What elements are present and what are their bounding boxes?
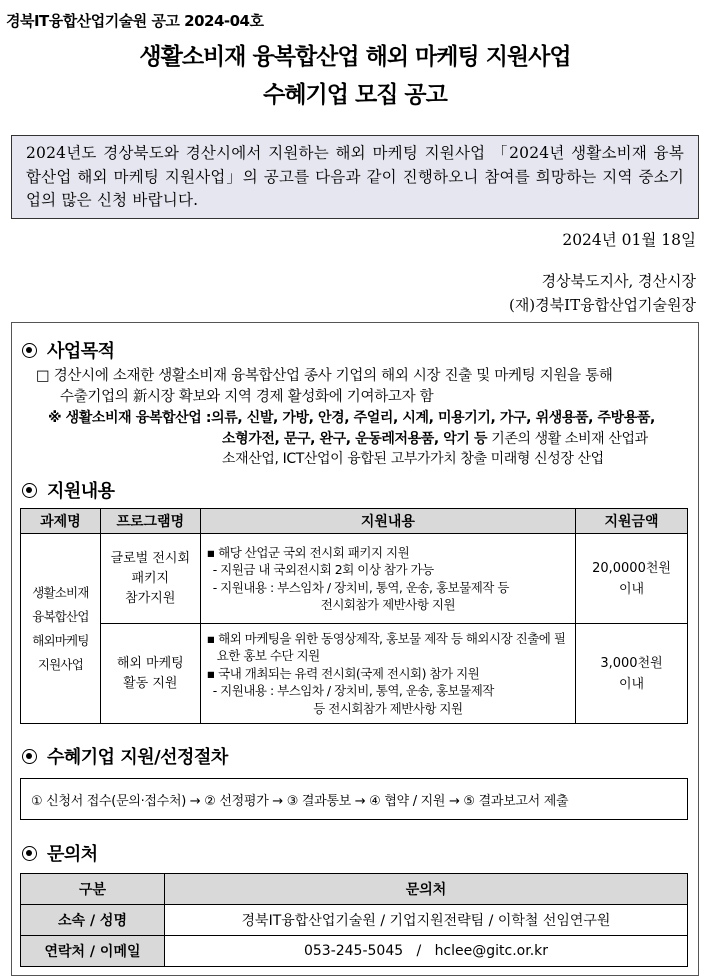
note-items: 의류, 신발, 가방, 안경, 주얼리, 시계, 미용기기, 가구, 위생용품, 주방용품, <box>211 410 655 426</box>
amount-line: 20,0000천원 <box>592 560 671 576</box>
table-row <box>21 534 688 624</box>
content-cell <box>200 624 575 724</box>
program-line: 해외 마케팅 <box>116 655 184 671</box>
category-line: 지원사업 <box>37 656 83 672</box>
section-heading-contact <box>22 840 98 866</box>
table-row <box>21 905 688 936</box>
col-header: 지원금액 <box>576 509 688 534</box>
section-heading-contact-label: 문의처 <box>47 844 98 865</box>
content-line: 전시회참가 제반사항 지원 <box>320 597 456 612</box>
section-heading-support-label: 지원내용 <box>47 481 115 502</box>
section-heading-purpose-label: 사업목적 <box>47 341 115 362</box>
category-line: 융복합산업 <box>32 608 89 624</box>
issuer-2: (재)경북IT융합산업기술원장 <box>508 296 696 314</box>
purpose-text <box>36 366 686 408</box>
table-row <box>21 936 688 967</box>
content-line: ▪ 국내 개최되는 유력 전시회(국제 전시회) 참가 지원 <box>206 665 480 681</box>
circle-bullet-icon <box>22 846 37 861</box>
amount-line: 이내 <box>618 676 645 692</box>
program-line: 활동 지원 <box>123 675 178 691</box>
col-header: 문의처 <box>165 874 688 905</box>
section-heading-procedure-label: 수혜기업 지원/선정절차 <box>47 747 228 768</box>
content-line: - 지원내용 : 부스임차 / 장치비, 통역, 운송, 홍보물제작 등 <box>212 579 509 595</box>
col-header: 프로그램명 <box>100 509 200 534</box>
purpose-line-1: □ 경산시에 소재한 생활소비재 융복합산업 종사 기업의 해외 시장 진출 및 마케팅 지원을 통해 <box>36 368 613 384</box>
circle-bullet-icon <box>22 483 37 498</box>
category-cell <box>21 534 101 724</box>
amount-cell <box>576 624 688 724</box>
intro-box: 2024년도 경상북도와 경산시에서 지원하는 해외 마케팅 지원사업 「2024년 생활소비재 융복합산업 해외 마케팅 지원사업」의 공고를 다음과 같이 진행하오니 참여를 희망하는 지역 중소기업의 많은 신청 바랍니다. <box>11 135 699 219</box>
section-heading-procedure <box>22 743 228 769</box>
note-items-2: 소형가전, 문구, 완구, 운동레저용품, 악기 등 <box>222 430 488 447</box>
program-line: 글로벌 전시회 <box>110 550 191 566</box>
note-items-2-rest: 기존의 생활 소비재 산업과 <box>487 430 648 447</box>
content-line: - 지원금 내 국외전시회 2회 이상 참가 가능 <box>212 562 434 577</box>
title-line-1: 생활소비재 융복합산업 해외 마케팅 지원사업 <box>139 44 571 70</box>
amount-line: 이내 <box>618 581 645 597</box>
section-heading-purpose <box>22 337 115 363</box>
contact-label: 연락처 / 이메일 <box>21 936 165 967</box>
support-table-header <box>21 509 688 534</box>
content-line: - 지원내용 : 부스임차 / 장치비, 통역, 운송, 홍보물제작 <box>212 683 494 699</box>
col-header: 지원내용 <box>200 509 575 534</box>
category-line: 생활소비재 <box>32 584 89 600</box>
notice-date: 2024년 01월 18일 <box>562 231 696 249</box>
amount-cell <box>576 534 688 624</box>
contact-table <box>20 873 688 967</box>
program-line: 패키지 <box>131 570 170 586</box>
table-row <box>21 624 688 724</box>
amount-line: 3,000천원 <box>600 655 663 671</box>
support-table <box>20 508 688 724</box>
section-heading-support <box>22 477 115 503</box>
contact-label: 소속 / 성명 <box>21 905 165 936</box>
content-line: ▪ 해외 마케팅을 위한 동영상제작, 홍보물 제작 등 해외시장 진출에 필요한 홍보 수단 지원 <box>206 630 566 664</box>
note-line-3: 소재산업, ICT산업이 융합된 고부가가치 창출 미래형 신성장 산업 <box>222 451 604 467</box>
procedure-steps: ① 신청서 접수(문의·접수처) → ② 선정평가 → ③ 결과통보 → ④ 협약 / 지원 → ⑤ 결과보고서 제출 <box>20 778 688 820</box>
title-line-2: 수혜기업 모집 공고 <box>263 82 447 108</box>
purpose-line-2: 수출기업의 新시장 확보와 지역 경제 활성화에 기여하고자 함 <box>60 389 434 405</box>
circle-bullet-icon <box>22 749 37 764</box>
contact-table-header <box>21 874 688 905</box>
col-header: 과제명 <box>21 509 101 534</box>
contact-value: 053-245-5045 / hclee@gitc.or.kr <box>165 936 688 967</box>
col-header: 구분 <box>21 874 165 905</box>
issuer-1: 경상북도지사, 경산시장 <box>541 272 696 290</box>
program-cell <box>100 534 200 624</box>
purpose-note <box>48 408 688 470</box>
program-line: 참가지원 <box>125 590 176 606</box>
program-cell <box>100 624 200 724</box>
content-cell <box>200 534 575 624</box>
contact-value: 경북IT융합산업기술원 / 기업지원전략팀 / 이학철 선임연구원 <box>165 905 688 936</box>
circle-bullet-icon <box>22 343 37 358</box>
notice-number: 경북IT융합산업기술원 공고 2024-04호 <box>6 12 264 30</box>
category-line: 해외마케팅 <box>32 632 89 648</box>
content-line: ▪ 해당 산업군 국외 전시회 패키지 지원 <box>206 544 410 560</box>
note-lead: ※ 생활소비재 융복합산업 : <box>48 410 212 426</box>
content-line: 등 전시회참가 제반사항 지원 <box>313 700 463 716</box>
